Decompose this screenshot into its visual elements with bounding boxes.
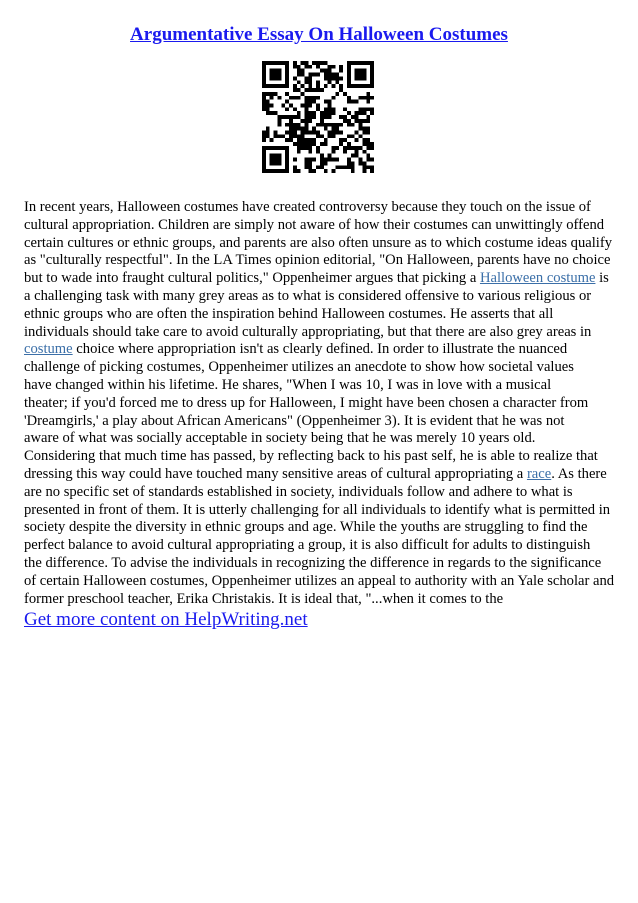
essay-line <box>24 466 616 484</box>
essay-text-run: presented in front of them. It is utterly challenging for all individuals to identify what is permitted in <box>24 501 611 518</box>
essay-text-run: . As there <box>551 465 607 482</box>
essay-line <box>24 270 616 288</box>
title-link[interactable]: Argumentative Essay On Halloween Costumes <box>130 24 508 45</box>
essay-line <box>24 395 616 413</box>
essay-line <box>24 235 616 253</box>
essay-line <box>24 359 616 377</box>
inline-link[interactable]: costume <box>24 341 73 358</box>
essay-text-run: In recent years, Halloween costumes have created controversy because they touch on the issue of <box>24 199 591 215</box>
essay-line <box>24 199 616 217</box>
essay-text-run: dressing this way could have touched many sensitive areas of cultural appropriating a <box>24 465 527 482</box>
essay-text-run: society despite the diversity in ethnic groups and age. While the youths are struggling to find the <box>24 519 588 536</box>
essay-text-run: aware of what was socially acceptable in society being that he was merely 10 years old. <box>24 430 536 447</box>
essay-text-run: but to wade into fraught cultural politics," Oppenheimer argues that picking a <box>24 270 480 287</box>
essay-text-run: of certain Halloween costumes, Oppenheimer utilizes an appeal to authority with an Yale scholar and <box>24 572 615 589</box>
essay-line <box>24 537 616 555</box>
essay-text-run: ethnic groups who are often the inspiration behind Halloween costumes. He asserts that all <box>24 305 554 322</box>
essay-text-run: is <box>595 270 609 287</box>
essay-text-run: a challenging task with many grey areas as to what is considered offensive to various religious or <box>24 287 592 304</box>
more-content-link[interactable]: Get more content on HelpWriting.net <box>24 609 308 630</box>
essay-text-run: certain cultures or ethnic groups, and parents are also often unsure as to which costume ideas qualify <box>24 234 613 251</box>
essay-text-run: 'Dreamgirls,' a play about African Americans" (Oppenheimer 3). It is evident that he was not <box>24 412 565 429</box>
essay-text-run: Considering that much time has passed, by reflecting back to his past self, he is able to realize that <box>24 448 598 465</box>
essay-text-run: cultural appropriation. Children are simply not aware of how their costumes can unwittingly offend <box>24 216 605 233</box>
essay-text-run: former preschool teacher, Erika Christakis. It is ideal that, "...when it comes to the <box>24 590 504 607</box>
essay-text-run: individuals should take care to avoid culturally appropriating, but that there are also grey areas in <box>24 323 592 340</box>
essay-line <box>24 555 616 573</box>
qr-code-icon <box>262 61 374 173</box>
essay-line <box>24 306 616 324</box>
essay-text-run: as "culturally respectful". In the LA Times opinion editorial, "On Halloween, parents have no choice <box>24 252 611 269</box>
essay-line <box>24 591 616 609</box>
essay-text-run: are no specific set of standards established in society, individuals follow and adhere to what is <box>24 483 573 500</box>
essay-text-run: choice where appropriation isn't as clearly defined. In order to illustrate the nuanced <box>72 341 568 358</box>
essay-line <box>24 519 616 537</box>
essay-line <box>24 288 616 306</box>
essay-line <box>24 324 616 342</box>
essay-text-run: have changed within his lifetime. He shares, "When I was 10, I was in love with a musical <box>24 376 552 393</box>
essay-line <box>24 484 616 502</box>
more-content-link-container <box>24 608 308 632</box>
document-title <box>0 23 638 47</box>
inline-link[interactable]: Halloween costume <box>479 270 596 287</box>
essay-text-run: challenge of picking costumes, Oppenheimer utilizes an anecdote to show how societal values <box>24 359 574 376</box>
essay-line <box>24 252 616 270</box>
essay-line <box>24 502 616 520</box>
essay-text-run: perfect balance to avoid cultural appropriating a group, it is also difficult for adults to distinguish <box>24 537 591 554</box>
essay-line <box>24 217 616 235</box>
essay-line <box>24 573 616 591</box>
essay-line <box>24 448 616 466</box>
essay-text-run: the difference. To advise the individuals in recognizing the difference in regards to the significance <box>24 554 602 571</box>
inline-link[interactable]: race <box>526 465 552 482</box>
essay-line <box>24 430 616 448</box>
essay-line <box>24 377 616 395</box>
essay-text <box>24 199 616 608</box>
essay-line <box>24 341 616 359</box>
essay-line <box>24 413 616 431</box>
essay-text-run: theater; if you'd forced me to dress up for Halloween, I might have been chosen a character from <box>24 394 589 411</box>
